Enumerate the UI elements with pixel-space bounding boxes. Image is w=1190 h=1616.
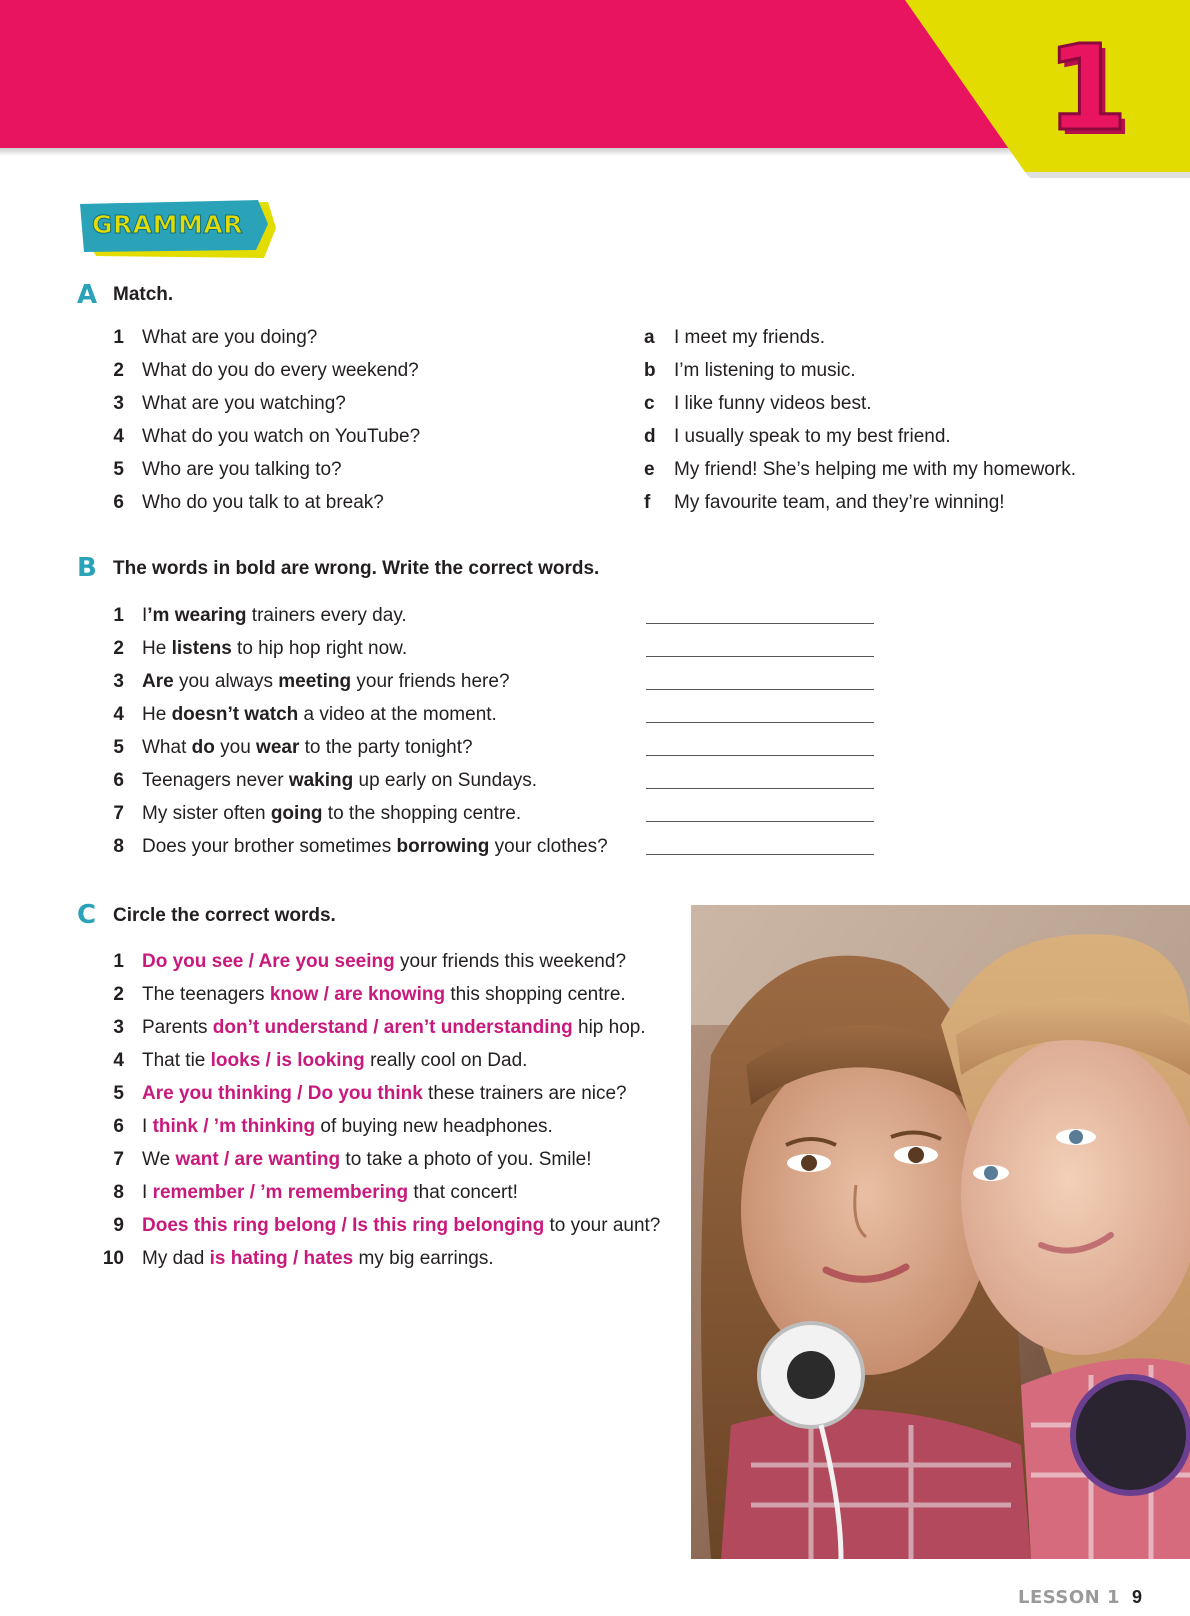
sentence-text: Are you thinking / Do you think these trainers are nice? bbox=[142, 1083, 627, 1104]
item-number: 3 bbox=[113, 1017, 124, 1038]
grammar-label: GRAMMAR bbox=[92, 210, 243, 239]
section-b-letter: B bbox=[77, 553, 97, 583]
item-number: 8 bbox=[113, 1182, 124, 1203]
item-number: 7 bbox=[113, 1149, 124, 1170]
sentence-text: I’m wearing trainers every day. bbox=[142, 605, 407, 626]
item-number: 4 bbox=[113, 1050, 124, 1071]
item-number: 9 bbox=[113, 1215, 124, 1236]
question-number: 6 bbox=[113, 492, 124, 513]
sentence-text: What do you wear to the party tonight? bbox=[142, 737, 473, 758]
sentence-text: The teenagers know / are knowing this shopping centre. bbox=[142, 984, 626, 1005]
answer-text: My friend! She’s helping me with my homework. bbox=[674, 459, 1076, 480]
question-number: 2 bbox=[113, 360, 124, 381]
page-number: 9 bbox=[1132, 1587, 1143, 1607]
item-number: 2 bbox=[113, 984, 124, 1005]
sentence-text: Parents don’t understand / aren’t understanding hip hop. bbox=[142, 1017, 646, 1038]
answer-line[interactable] bbox=[646, 656, 874, 657]
question-number: 3 bbox=[113, 393, 124, 414]
section-c-letter: C bbox=[77, 900, 97, 930]
item-number: 4 bbox=[113, 704, 124, 725]
answer-letter: c bbox=[644, 393, 655, 414]
sentence-text: I think / ’m thinking of buying new headphones. bbox=[142, 1116, 553, 1137]
photo-two-girls bbox=[691, 905, 1190, 1559]
item-number: 1 bbox=[113, 605, 124, 626]
sentence-text: Teenagers never waking up early on Sundays. bbox=[142, 770, 538, 791]
section-c-instruction: Circle the correct words. bbox=[113, 905, 336, 926]
section-a-instruction: Match. bbox=[113, 284, 174, 305]
section-b-instruction: The words in bold are wrong. Write the correct words. bbox=[113, 558, 600, 579]
answer-letter: a bbox=[644, 327, 655, 348]
question-text: What are you watching? bbox=[142, 393, 346, 414]
answer-line[interactable] bbox=[646, 689, 874, 690]
item-number: 5 bbox=[113, 1083, 124, 1104]
answer-letter: f bbox=[644, 492, 651, 513]
item-number: 3 bbox=[113, 671, 124, 692]
sentence-text: We want / are wanting to take a photo of you. Smile! bbox=[142, 1149, 592, 1170]
question-text: Who do you talk to at break? bbox=[142, 492, 384, 513]
item-number: 1 bbox=[113, 951, 124, 972]
answer-line[interactable] bbox=[646, 623, 874, 624]
answer-text: I’m listening to music. bbox=[674, 360, 856, 381]
question-number: 5 bbox=[113, 459, 124, 480]
question-number: 1 bbox=[113, 327, 124, 348]
item-number: 2 bbox=[113, 638, 124, 659]
sentence-text: He doesn’t watch a video at the moment. bbox=[142, 704, 497, 725]
sentence-text: Do you see / Are you seeing your friends this weekend? bbox=[142, 951, 627, 972]
sentence-text: That tie looks / is looking really cool on Dad. bbox=[142, 1050, 528, 1071]
sentence-text: Does this ring belong / Is this ring belonging to your aunt? bbox=[142, 1215, 661, 1236]
header-banner bbox=[0, 0, 1190, 180]
answer-letter: d bbox=[644, 426, 656, 447]
sentence-text: Are you always meeting your friends here? bbox=[142, 671, 510, 692]
item-number: 6 bbox=[113, 1116, 124, 1137]
answer-text: I usually speak to my best friend. bbox=[674, 426, 951, 447]
item-number: 7 bbox=[113, 803, 124, 824]
answer-line[interactable] bbox=[646, 722, 874, 723]
item-number: 6 bbox=[113, 770, 124, 791]
sentence-text: He listens to hip hop right now. bbox=[142, 638, 408, 659]
question-text: Who are you talking to? bbox=[142, 459, 342, 480]
question-text: What are you doing? bbox=[142, 327, 318, 348]
answer-line[interactable] bbox=[646, 854, 874, 855]
footer-lesson-label: LESSON 1 bbox=[1018, 1587, 1121, 1608]
section-a-letter: A bbox=[77, 280, 98, 310]
answer-text: My favourite team, and they’re winning! bbox=[674, 492, 1005, 513]
answer-letter: b bbox=[644, 360, 656, 381]
sentence-text: My sister often going to the shopping centre. bbox=[142, 803, 522, 824]
question-text: What do you do every weekend? bbox=[142, 360, 419, 381]
unit-number: 1 bbox=[1046, 19, 1129, 157]
answer-line[interactable] bbox=[646, 821, 874, 822]
item-number: 5 bbox=[113, 737, 124, 758]
answer-line[interactable] bbox=[646, 755, 874, 756]
question-text: What do you watch on YouTube? bbox=[142, 426, 421, 447]
sentence-text: Does your brother sometimes borrowing your clothes? bbox=[142, 836, 608, 857]
item-number: 8 bbox=[113, 836, 124, 857]
sentence-text: My dad is hating / hates my big earrings. bbox=[142, 1248, 494, 1269]
grammar-badge bbox=[78, 198, 278, 262]
answer-text: I like funny videos best. bbox=[674, 393, 872, 414]
item-number: 10 bbox=[102, 1248, 124, 1269]
question-number: 4 bbox=[113, 426, 124, 447]
sentence-text: I remember / ’m remembering that concert! bbox=[142, 1182, 518, 1203]
answer-line[interactable] bbox=[646, 788, 874, 789]
answer-text: I meet my friends. bbox=[674, 327, 825, 348]
answer-letter: e bbox=[644, 459, 655, 480]
